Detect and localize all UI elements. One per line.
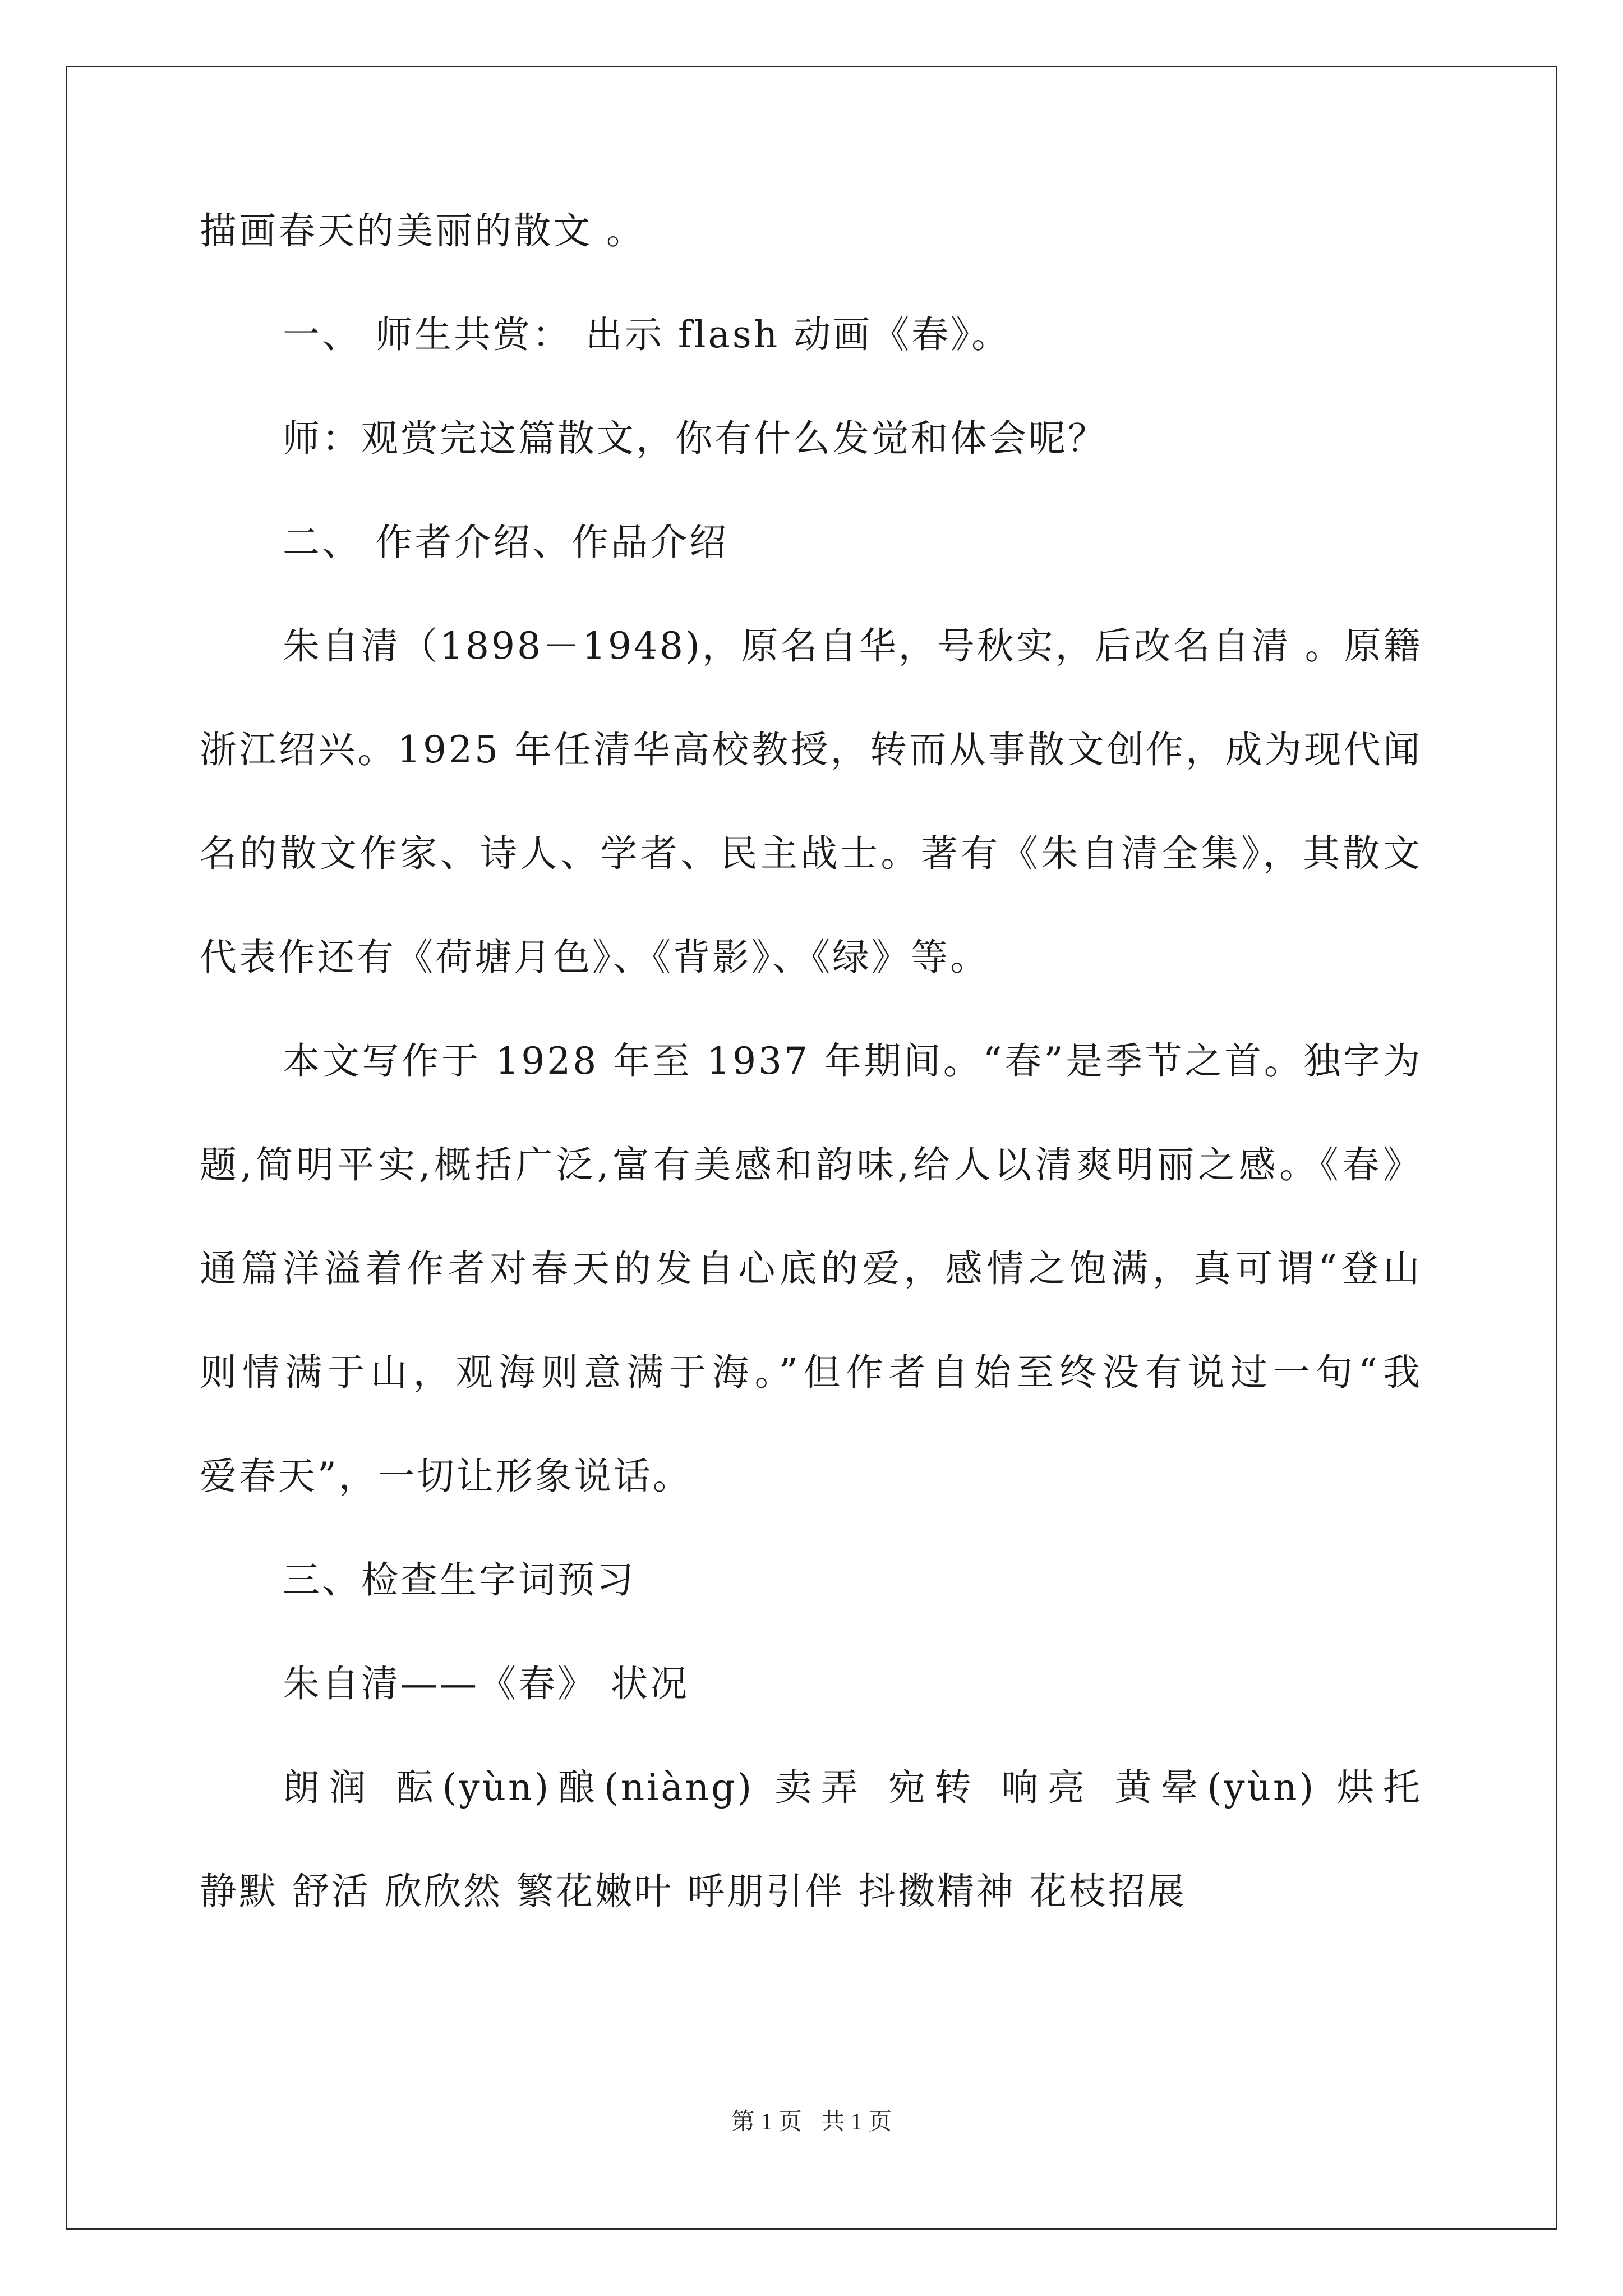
paragraph-line: 描画春天的美丽的散文 。 [200,209,645,252]
section-heading: 二、 作者介绍、作品介绍 [283,521,728,564]
page-total: 共 1 页 [821,2109,892,2135]
page-footer [0,2108,1623,2136]
section-heading: 一、 师生共赏： 出示 flash 动画《春》。 [283,313,1011,356]
vocabulary-line: 朗润 酝(yùn)酿(niàng) 卖弄 宛转 响亮 黄晕(yùn) 烘托 [283,1766,1422,1809]
paragraph-line: 师：观赏完这篇散文，你有什么发觉和体会呢？ [283,417,1107,460]
paragraph-line: 则情满于山，观海则意满于海。”但作者自始至终没有说过一句“我 [200,1351,1422,1394]
paragraph-line: 浙江绍兴。1925 年任清华高校教授，转而从事散文创作，成为现代闻 [200,728,1422,771]
vocabulary-line: 静默 舒活 欣欣然 繁花嫩叶 呼朋引伴 抖擞精神 花枝招展 [200,1870,1187,1913]
paragraph-line: 爱春天”，一切让形象说话。 [200,1455,692,1498]
paragraph-line: 朱自清（1898－1948)，原名自华，号秋实，后改名自清 。原籍 [283,624,1423,668]
paragraph-line: 朱自清——《春》 状况 [283,1662,689,1705]
paragraph-line: 通篇洋溢着作者对春天的发自心底的爱，感情之饱满，真可谓“登山 [200,1247,1422,1290]
paragraph-line: 代表作还有《荷塘月色》、《背影》、《绿》等。 [200,936,989,979]
paragraph-line: 名的散文作家、诗人、学者、民主战士。著有《朱自清全集》，其散文 [200,832,1422,875]
paragraph-line: 题,简明平实,概括广泛,富有美感和韵味,给人以清爽明丽之感。《春》 [200,1143,1422,1186]
paragraph-line: 本文写作于 1928 年至 1937 年期间。“春”是季节之首。独字为 [283,1039,1422,1083]
section-heading: 三、检查生字词预习 [283,1558,636,1602]
page-number: 第 1 页 [731,2109,802,2135]
